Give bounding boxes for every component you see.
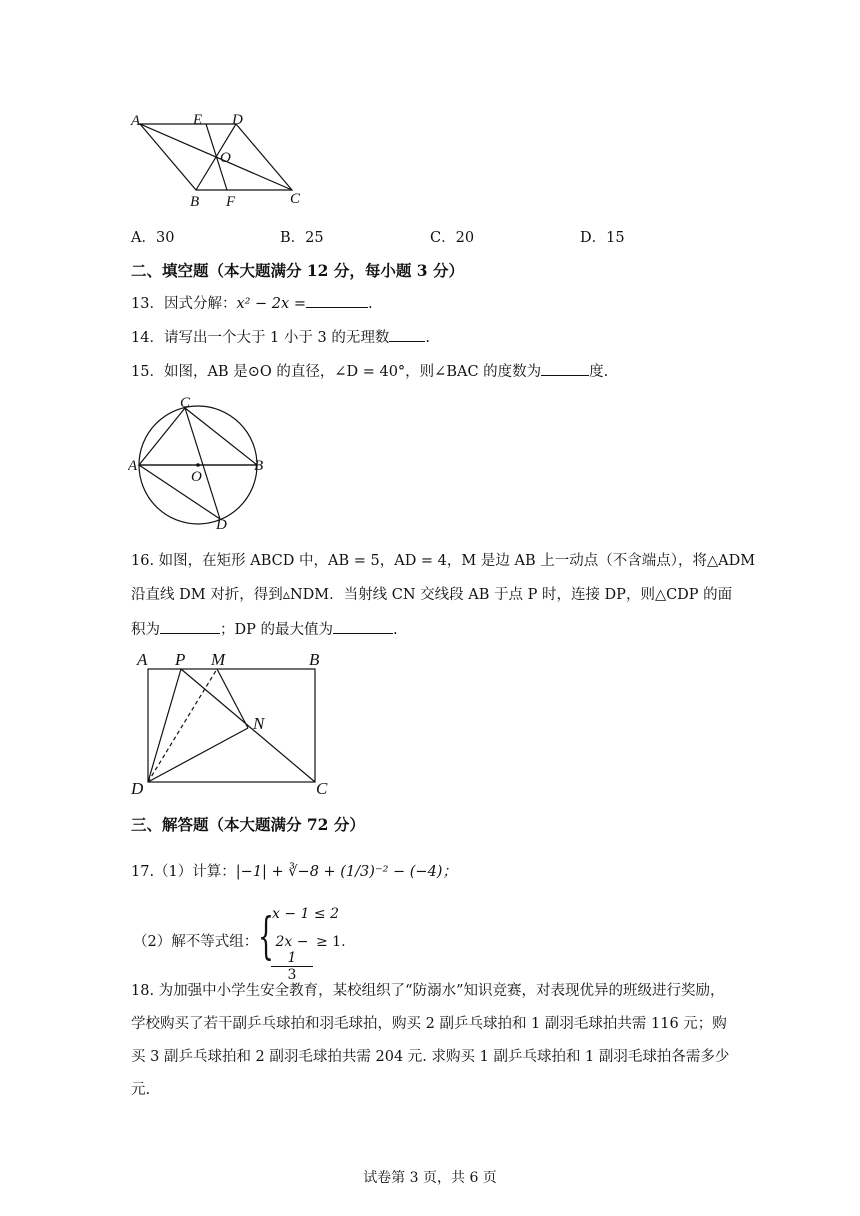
label-A: A [137, 650, 148, 669]
question-16-line2: 沿直线 DM 对折，得到▵NDM．当射线 CN 交线段 AB 于点 P 时，连接 DP，则△CDP 的面 [131, 587, 733, 603]
question-16-line1: 16. 如图，在矩形 ABCD 中，AB = 5，AD = 4，M 是边 AB 上一动点（不含端点），将△ADM [131, 553, 756, 569]
answer-blank-area[interactable] [160, 619, 220, 634]
label-B: B [254, 458, 264, 474]
question-18-line1: 18. 为加强中小学生安全教育，某校组织了“防溺水”知识竞赛，对表现优异的班级进行奖励， [131, 983, 725, 999]
label-B: B [190, 194, 200, 210]
label-A: A [128, 458, 138, 474]
label-N: N [253, 714, 265, 733]
question-17-part1: 17.（1）计算：|−1| + ∛−8 + (1/3)⁻² − (−4)； [131, 864, 457, 880]
inequality-1: x − 1 ≤ 2 [272, 906, 339, 922]
question-18-line3: 买 3 副乒乓球拍和 2 副羽毛球拍共需 204 元. 求购买 1 副乒乓球拍和 1 副羽毛球拍各需多少 [131, 1049, 730, 1065]
label-D: D [232, 112, 243, 128]
section-solve-title: 三、解答题（本大题满分 72 分） [131, 815, 365, 834]
inequality-2-fraction: 2x − 1 3 [271, 934, 313, 983]
label-A: A [131, 113, 141, 129]
answer-blank-dp[interactable] [333, 619, 393, 634]
label-M: M [211, 650, 226, 669]
label-F: F [226, 194, 236, 210]
section-fill-blank-title: 二、填空题（本大题满分 12 分，每小题 3 分） [131, 261, 464, 280]
parallelogram-figure [128, 110, 308, 210]
question-17-part2-label: （2）解不等式组： [133, 934, 259, 950]
label-P: P [175, 650, 186, 669]
label-O: O [220, 150, 231, 166]
inequality-2-rhs: ≥ 1. [316, 934, 346, 950]
answer-blank[interactable] [389, 327, 425, 342]
option-a: A．30 [131, 230, 175, 246]
question-13: 13．因式分解：x² − 2x = . [131, 293, 373, 314]
option-d: D．15 [580, 230, 625, 246]
label-D: D [131, 779, 144, 798]
question-15: 15．如图，AB 是⊙O 的直径，∠D = 40°，则∠BAC 的度数为 度. [131, 361, 608, 382]
question-14: 14．请写出一个大于 1 小于 3 的无理数 . [131, 327, 430, 348]
label-E: E [193, 112, 203, 128]
question-18-line4: 元. [131, 1082, 151, 1098]
question-16-line3: 积为 ；DP 的最大值为 . [131, 619, 398, 640]
label-O: O [191, 469, 202, 485]
label-C: C [180, 396, 191, 411]
label-B: B [309, 650, 320, 669]
label-D: D [216, 517, 227, 532]
label-C: C [290, 191, 301, 207]
rectangle-figure [128, 648, 338, 798]
label-C: C [316, 779, 328, 798]
circle-figure [128, 396, 278, 532]
option-c: C．20 [430, 230, 475, 246]
question-18-line2: 学校购买了若干副乒乓球拍和羽毛球拍，购买 2 副乒乓球拍和 1 副羽毛球拍共需 116 元；购 [131, 1016, 727, 1032]
inequality-brace: { [258, 907, 274, 965]
answer-blank[interactable] [306, 293, 368, 308]
option-b: B．25 [280, 230, 324, 246]
page-footer: 试卷第 3 页，共 6 页 [363, 1170, 497, 1186]
answer-blank[interactable] [541, 361, 589, 376]
